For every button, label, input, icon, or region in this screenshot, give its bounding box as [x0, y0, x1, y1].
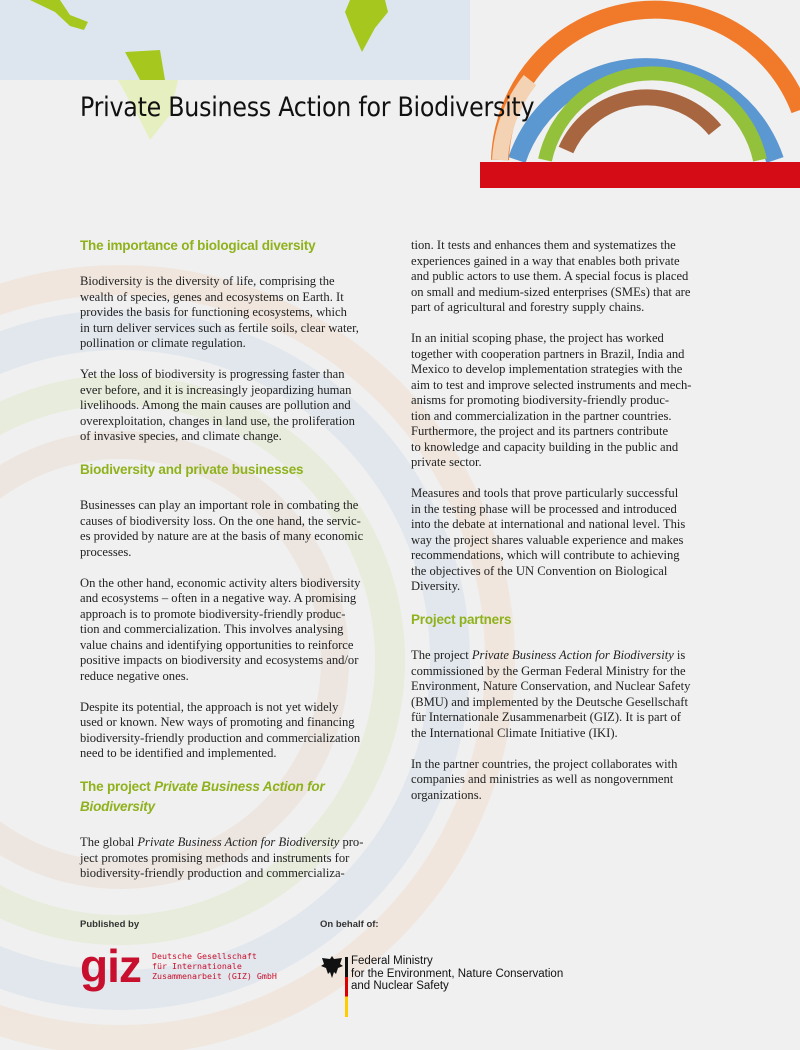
federal-eagle-icon [320, 954, 344, 980]
bmu-name [351, 955, 563, 993]
text-line: of invasive species, and climate change. [80, 429, 282, 443]
section-heading [80, 460, 400, 480]
text-line: es provided by nature are at the basis of many economic [80, 529, 364, 543]
text-line: and public actors to use them. A special focus is placed [411, 269, 689, 283]
paragraph [80, 498, 400, 560]
text-line: approach is to promote biodiversity-friendly produc- [80, 606, 346, 621]
paragraph [411, 757, 731, 804]
text-line: to knowledge and capacity building in the public and [411, 439, 679, 454]
giz-logo: giz [80, 940, 141, 992]
text-line: Mexico to develop implementation strategies with the [411, 362, 683, 376]
text-line: tion and commercialization in the partner countries. [411, 408, 672, 423]
text-line: In an initial scoping phase, the project has worked [411, 331, 664, 345]
text-line: organizations. [411, 787, 482, 802]
text-line: private sector. [411, 455, 482, 469]
giz-name-line: für Internationale [152, 961, 242, 971]
left-column [80, 236, 400, 897]
paragraph [80, 274, 400, 352]
bmu-name-line: and Nuclear Safety [351, 980, 449, 992]
text-line: processes. [80, 544, 132, 559]
text-line: ject promotes promising methods and instruments for [80, 850, 350, 865]
paragraph [411, 648, 731, 741]
text-line: provides the basis for functioning ecosystems, which [80, 305, 347, 319]
text-line: need to be identified and implemented. [80, 746, 277, 760]
page-title: Private Business Action for Biodiversity [80, 92, 535, 123]
text-line: reduce negative ones. [80, 668, 189, 683]
text-line: experiences gained in a way that enables both private [411, 253, 680, 268]
text-line: für Internationale Zusammenarbeit (GIZ). It is part of [411, 710, 681, 724]
text-line: pollination or climate regulation. [80, 336, 246, 350]
text-line: recommendations, which will contribute to achieving [411, 548, 680, 562]
text-line: Furthermore, the project and its partners contribute [411, 424, 669, 438]
text-line: in turn deliver services such as fertile soils, clear water, [80, 320, 359, 335]
text-line: together with cooperation partners in Brazil, India and [411, 346, 685, 361]
text-line: value chains and identifying opportunities to reinforce [80, 637, 354, 652]
text-line: and ecosystems – often in a negative way. A promising [80, 591, 357, 605]
right-column [411, 238, 731, 819]
red-accent-bar [480, 162, 800, 188]
giz-name-line: Zusammenarbeit (GIZ) GmbH [152, 971, 277, 981]
section-heading [80, 777, 400, 817]
text-line: biodiversity-friendly production and commercializa- [80, 866, 345, 880]
text-line: causes of biodiversity loss. On the one hand, the servic- [80, 513, 361, 528]
paragraph [80, 367, 400, 445]
paragraph [411, 486, 731, 595]
text-line: wealth of species, genes and ecosystems on Earth. It [80, 289, 344, 304]
paragraph [80, 700, 400, 762]
paragraph [411, 238, 731, 316]
text-line: The project Private Business Action for Biodiversity is [411, 648, 686, 662]
german-flag-stripe [345, 957, 348, 1017]
text-line: On the other hand, economic activity alters biodiversity [80, 575, 361, 590]
text-line: used or known. New ways of promoting and financing [80, 715, 355, 729]
heading-text: The importance of biological diversity [80, 238, 316, 253]
paragraph [411, 331, 731, 471]
text-line: biodiversity-friendly production and commercialization [80, 730, 361, 745]
bmu-name-line: Federal Ministry [351, 955, 433, 967]
text-line: The global Private Business Action for Biodiversity pro- [80, 835, 364, 849]
text-line: companies and ministries as well as nongovernment [411, 772, 674, 786]
on-behalf-of-label: On behalf of: [320, 919, 379, 930]
text-line: aim to test and improve selected instruments and mech- [411, 377, 692, 392]
text-line: Despite its potential, the approach is not yet widely [80, 699, 339, 714]
text-line: tion and commercialization. This involves analysing [80, 622, 344, 636]
heading-italic: Private Business Action for Biodiversity [80, 779, 325, 814]
text-line: in the testing phase will be processed and introduced [411, 501, 677, 516]
text-line: Businesses can play an important role in combating the [80, 498, 359, 512]
text-line: commissioned by the German Federal Ministry for the [411, 663, 686, 678]
section-heading [411, 610, 731, 630]
heading-text: Biodiversity and private businesses [80, 462, 304, 477]
heading-text: The project [80, 779, 155, 794]
text-line: Diversity. [411, 579, 461, 593]
text-line: (BMU) and implemented by the Deutsche Gesellschaft [411, 694, 688, 709]
giz-name-line: Deutsche Gesellschaft [152, 951, 257, 961]
text-line: Measures and tools that prove particularly successful [411, 486, 679, 500]
text-line: Biodiversity is the diversity of life, comprising the [80, 274, 335, 288]
text-line: overexploitation, changes in land use, the proliferation [80, 413, 355, 428]
paragraph [80, 576, 400, 685]
text-line: into the debate at international and national level. This [411, 517, 686, 531]
text-line: the objectives of the UN Convention on Biological [411, 563, 668, 578]
paragraph [80, 835, 400, 882]
text-line: tion. It tests and enhances them and systematizes the [411, 238, 676, 252]
text-line: on small and medium-sized enterprises (SMEs) that are [411, 284, 691, 299]
text-line: way the project shares valuable experience and makes [411, 532, 684, 547]
text-line: positive impacts on biodiversity and ecosystems and/or [80, 653, 359, 667]
text-line: part of agricultural and forestry supply chains. [411, 300, 645, 314]
section-heading [80, 236, 400, 256]
text-line: Environment, Nature Conservation, and Nuclear Safety [411, 679, 691, 693]
bmu-name-line: for the Environment, Nature Conservation [351, 967, 564, 980]
world-map-band [0, 0, 470, 80]
published-by-label: Published by [80, 919, 140, 930]
giz-name [152, 951, 277, 981]
text-line: anisms for promoting biodiversity-friendly produc- [411, 393, 670, 407]
heading-text: Project partners [411, 612, 512, 627]
text-line: In the partner countries, the project collaborates with [411, 756, 678, 771]
text-line: Yet the loss of biodiversity is progressing faster than [80, 367, 345, 381]
text-line: the International Climate Initiative (IKI). [411, 725, 618, 740]
text-line: livelihoods. Among the main causes are pollution and [80, 398, 351, 412]
text-line: ever before, and it is increasingly jeopardizing human [80, 382, 352, 397]
